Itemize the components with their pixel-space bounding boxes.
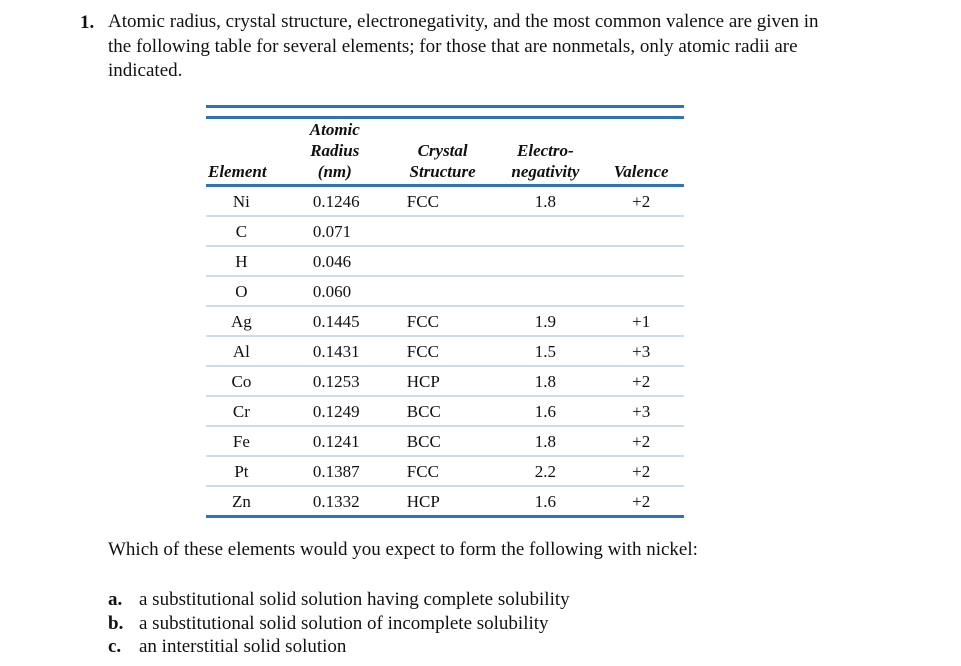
cell-valence: +2 [598,486,684,517]
header-atomic-radius: Atomic Radius (nm) [277,118,393,186]
cell-structure: FCC [393,456,493,486]
cell-structure: FCC [393,336,493,366]
table-row [206,186,684,217]
cell-radius: 0.1445 [277,306,393,336]
cell-radius: 0.071 [277,216,393,246]
cell-radius: 0.1253 [277,366,393,396]
cell-structure [393,276,493,306]
cell-element: Zn [206,486,277,517]
header-element: Element [206,118,277,186]
cell-electronegativity: 1.6 [492,486,598,517]
cell-element: C [206,216,277,246]
cell-element: Al [206,336,277,366]
cell-structure [393,216,493,246]
cell-element: Cr [206,396,277,426]
table-row [206,366,684,396]
cell-valence: +3 [598,396,684,426]
cell-valence [598,276,684,306]
table-header-row [206,118,684,186]
cell-electronegativity: 1.9 [492,306,598,336]
cell-electronegativity [492,216,598,246]
table-row [206,276,684,306]
cell-element: O [206,276,277,306]
cell-structure: FCC [393,186,493,217]
cell-element: Co [206,366,277,396]
cell-element: Ni [206,186,277,217]
cell-electronegativity: 1.8 [492,366,598,396]
cell-element: Pt [206,456,277,486]
cell-structure [393,246,493,276]
table-row [206,336,684,366]
table-row [206,246,684,276]
table-top-rule [206,107,684,118]
cell-valence [598,216,684,246]
cell-electronegativity: 1.5 [492,336,598,366]
option-text: an interstitial solid solution [139,636,347,657]
option-a [108,588,570,612]
cell-electronegativity [492,276,598,306]
table-row [206,456,684,486]
table-row [206,426,684,456]
cell-valence: +2 [598,426,684,456]
cell-structure: FCC [393,306,493,336]
option-text: a substitutional solid solution having complete solubility [139,589,570,610]
cell-electronegativity [492,246,598,276]
header-crystal-structure: Crystal Structure [393,118,493,186]
cell-structure: HCP [393,486,493,517]
element-properties-table [206,105,684,518]
cell-element: Fe [206,426,277,456]
option-c [108,635,570,659]
cell-electronegativity: 1.8 [492,426,598,456]
cell-valence: +2 [598,366,684,396]
cell-valence: +2 [598,186,684,217]
header-electronegativity: Electro- negativity [492,118,598,186]
table-row [206,306,684,336]
option-letter: c. [108,636,122,657]
cell-valence: +1 [598,306,684,336]
cell-radius: 0.1241 [277,426,393,456]
option-letter: a. [108,589,123,610]
option-letter: b. [108,612,124,634]
cell-radius: 0.1332 [277,486,393,517]
answer-options [108,588,570,659]
cell-valence [598,246,684,276]
cell-radius: 0.1246 [277,186,393,217]
option-b [108,612,570,636]
cell-electronegativity: 1.6 [492,396,598,426]
table-row [206,396,684,426]
cell-structure: BCC [393,426,493,456]
cell-radius: 0.060 [277,276,393,306]
header-valence: Valence [598,118,684,186]
cell-structure: BCC [393,396,493,426]
problem-number: 1. [80,12,95,33]
cell-electronegativity: 1.8 [492,186,598,217]
cell-radius: 0.046 [277,246,393,276]
cell-valence: +3 [598,336,684,366]
table-row [206,216,684,246]
table-row [206,486,684,517]
cell-electronegativity: 2.2 [492,456,598,486]
cell-radius: 0.1387 [277,456,393,486]
cell-element: H [206,246,277,276]
cell-radius: 0.1431 [277,336,393,366]
cell-structure: HCP [393,366,493,396]
cell-element: Ag [206,306,277,336]
option-text: a substitutional solid solution of incomplete solubility [139,612,549,634]
question-text: Which of these elements would you expect to form the following with nickel: [108,539,698,560]
problem-text: Atomic radius, crystal structure, electronegativity, and the most common valence are given in the following table for several elements; for those that are nonmetals, only atomic radii are indicated. [108,11,819,81]
cell-radius: 0.1249 [277,396,393,426]
cell-valence: +2 [598,456,684,486]
